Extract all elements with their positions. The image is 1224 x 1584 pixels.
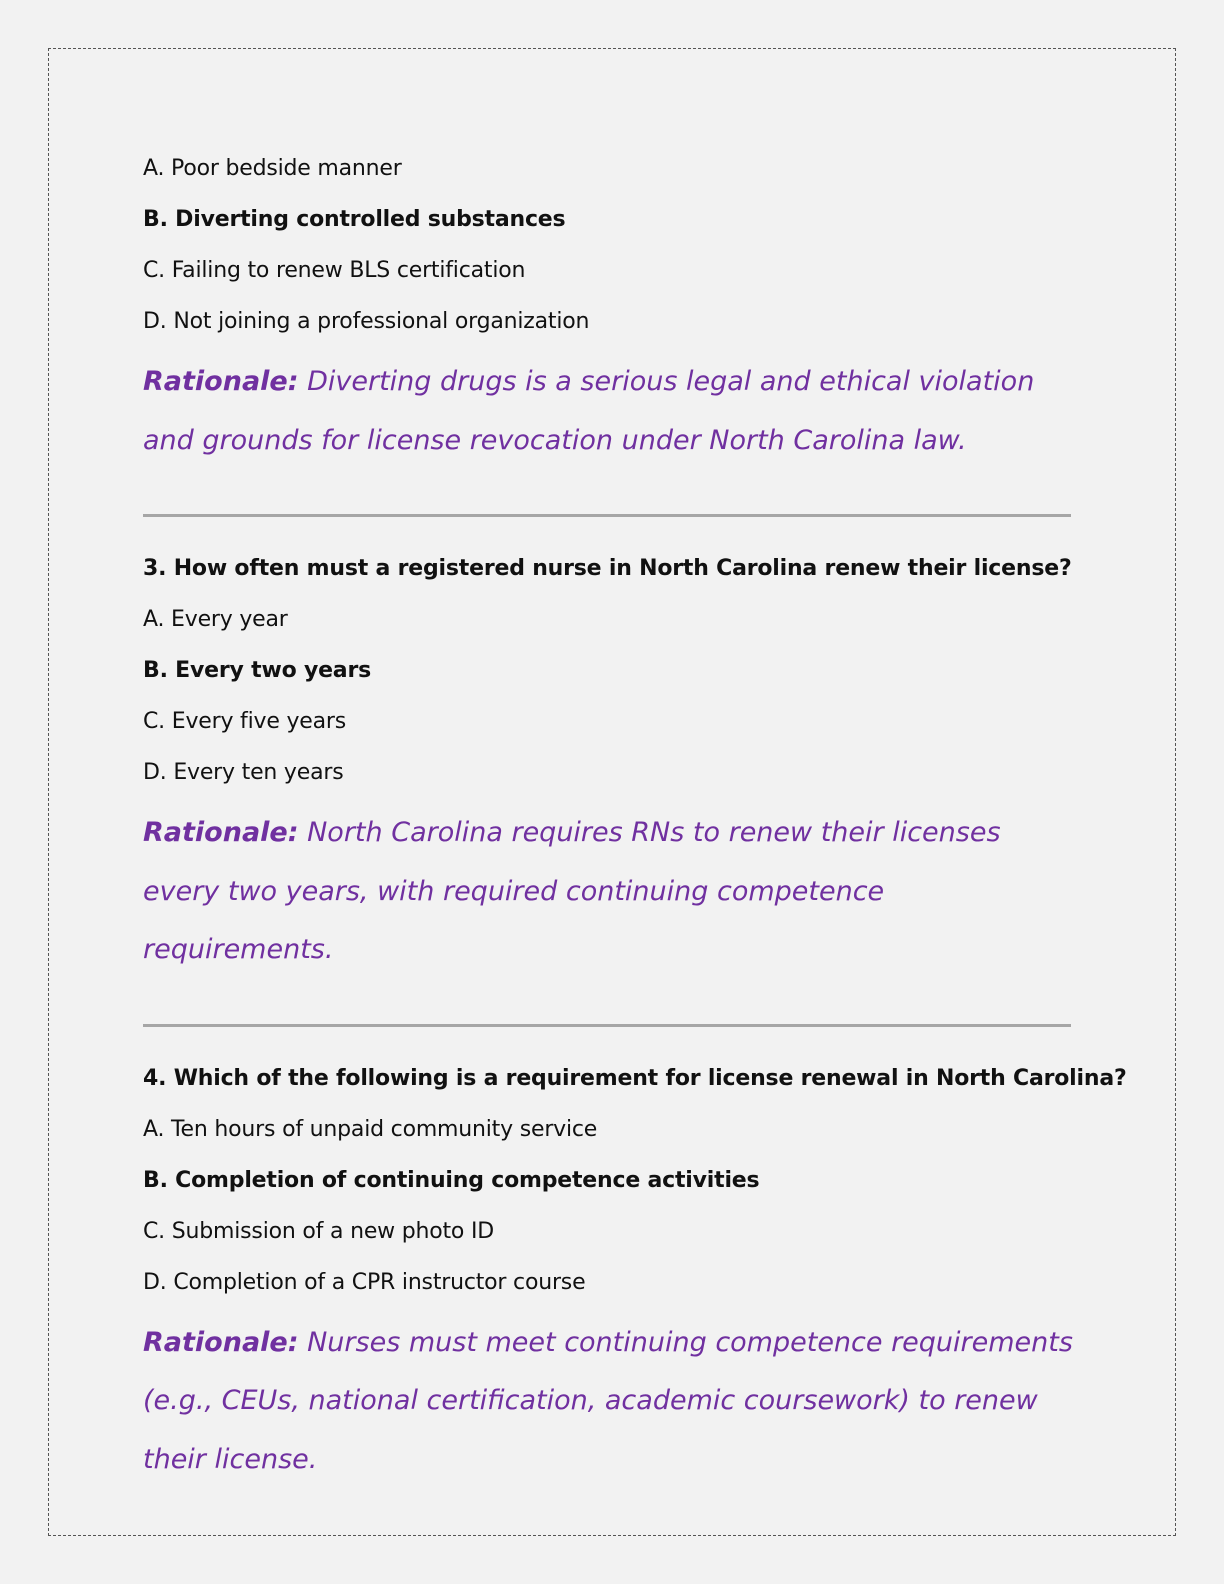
q4-option-c: C. Submission of a new photo ID xyxy=(143,1218,495,1244)
q4-rationale xyxy=(143,1314,1073,1490)
q3-option-b-correct: B. Every two years xyxy=(143,658,371,683)
question-4-block xyxy=(143,1053,1127,1490)
q3-option-d: D. Every ten years xyxy=(143,760,344,785)
q2-rationale-label: Rationale: xyxy=(143,366,299,397)
q3-rationale-text: North Carolina requires RNs to renew their licenses every two years, with required continuing competence requirements. xyxy=(143,817,1001,965)
q2-rationale xyxy=(143,353,1043,470)
question-3-block xyxy=(143,543,1083,980)
q2-rationale-text: Diverting drugs is a serious legal and ethical violation and grounds for license revocation under North Carolina law. xyxy=(143,366,1035,456)
q4-option-d: D. Completion of a CPR instructor course xyxy=(143,1269,586,1295)
q3-option-a: A. Every year xyxy=(143,607,288,632)
q2-option-d: D. Not joining a professional organization xyxy=(143,309,590,334)
q2-option-c: C. Failing to renew BLS certification xyxy=(143,258,526,283)
q4-rationale-label: Rationale: xyxy=(143,1326,299,1358)
divider-2 xyxy=(143,1024,1071,1027)
q3-option-c: C. Every five years xyxy=(143,709,347,734)
q3-rationale xyxy=(143,804,1043,980)
q2-option-a: A. Poor bedside manner xyxy=(143,156,402,181)
question-2-block xyxy=(143,143,1083,470)
q3-rationale-label: Rationale: xyxy=(143,817,299,848)
q4-option-b-correct: B. Completion of continuing competence activities xyxy=(143,1167,760,1193)
divider-1 xyxy=(143,514,1071,517)
quiz-content xyxy=(143,143,1127,1489)
q4-option-a: A. Ten hours of unpaid community service xyxy=(143,1116,598,1142)
q2-option-b-correct: B. Diverting controlled substances xyxy=(143,207,566,232)
q3-question: 3. How often must a registered nurse in North Carolina renew their license? xyxy=(143,556,1072,581)
q4-question: 4. Which of the following is a requirement for license renewal in North Carolina? xyxy=(143,1065,1127,1091)
q4-rationale-text: Nurses must meet continuing competence requirements (e.g., CEUs, national certification, academic coursework) to renew their license. xyxy=(143,1326,1073,1475)
